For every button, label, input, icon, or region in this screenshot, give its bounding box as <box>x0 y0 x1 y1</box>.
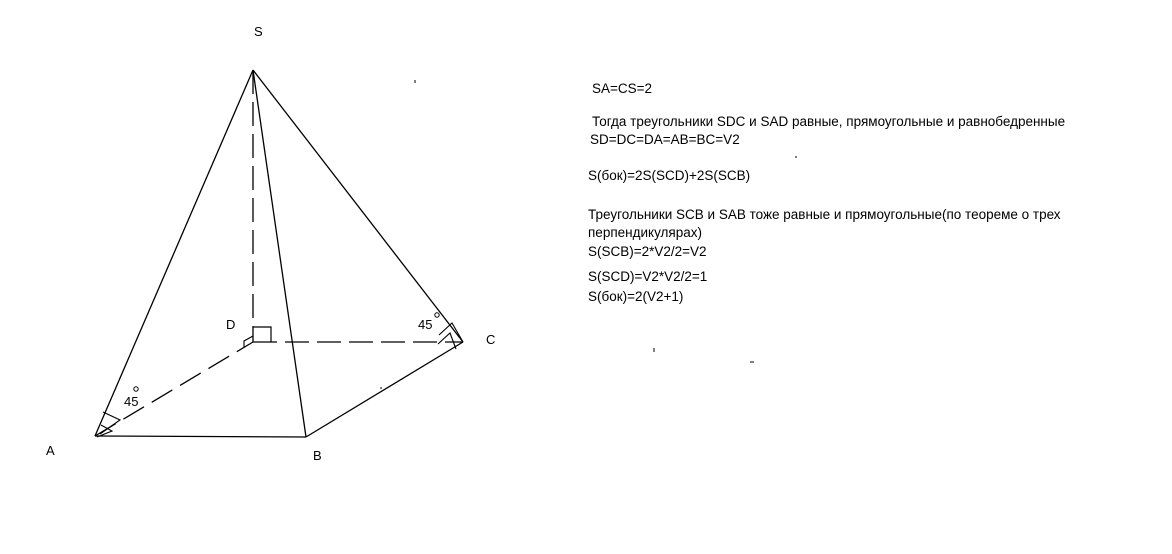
solution-line-9: S(бок)=2(V2+1) <box>588 289 684 304</box>
solution-line-7: S(SCB)=2*V2/2=V2 <box>588 244 707 259</box>
edge-SA <box>95 70 253 436</box>
edge-AD-dashed <box>95 342 253 436</box>
vertex-label-C: C <box>486 332 496 347</box>
vertex-label-A: A <box>46 443 55 458</box>
degree-mark-C <box>435 313 439 317</box>
edge-BC <box>306 342 463 437</box>
edge-AB <box>95 436 306 437</box>
solution-line-2: Тогда треугольники SDC и SAD равные, прямоугольные и равнобедренные <box>592 114 1066 129</box>
solution-line-1: SA=CS=2 <box>592 81 653 96</box>
solution-line-4: S(бок)=2S(SCD)+2S(SCB) <box>588 168 751 183</box>
vertex-label-B: B <box>313 448 322 463</box>
edge-SB <box>253 70 306 437</box>
angle-label-A: 45 <box>124 394 139 409</box>
angle-label-C: 45 <box>418 317 433 332</box>
solution-line-5: Треугольники SCB и SAB тоже равные и прямоугольные(по теореме о трех <box>588 207 1061 222</box>
solution-line-8: S(SCD)=V2*V2/2=1 <box>588 269 708 284</box>
angle-mark-C-inner <box>438 333 456 349</box>
edge-SC <box>253 70 463 342</box>
vertex-label-S: S <box>254 24 263 39</box>
vertex-label-D: D <box>226 317 236 332</box>
right-angle-mark-D <box>253 327 271 342</box>
solution-line-3: SD=DC=DA=AB=BC=V2 <box>590 132 740 147</box>
degree-mark-A <box>134 387 138 391</box>
solution-line-6: перпендикулярах) <box>588 225 702 240</box>
